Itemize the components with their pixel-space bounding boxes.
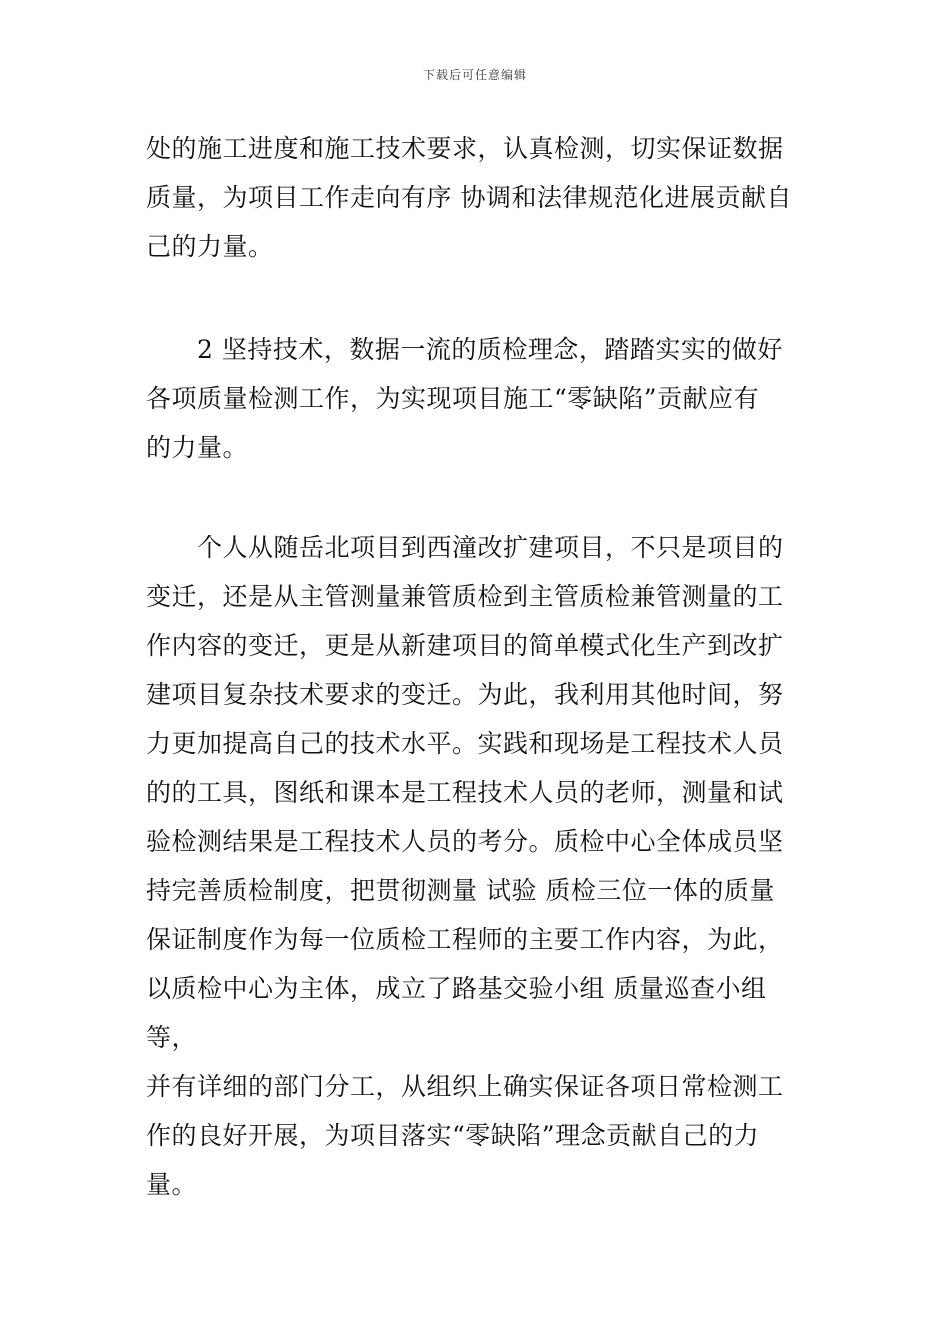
paragraph-3: 个人从随岳北项目到西潼改扩建项目，不只是项目的 变迁，还是从主管测量兼管质检到主管质检兼管测量的工 作内容的变迁，更是从新建项目的简单模式化生产到改扩 建项目复杂技术要求的变迁。为此，我利用其他时间，努 力更加提高自己的技术水平。实践和现场是工程技术人员 的的工具，图纸和课本是工程技术人员的老师，测量和试 验检测结果是工程技术人员的考分。质检中心全体成员坚 持完善质检制度，把贯彻测量 试验 质检三位一体的质量 保证制度作为每一位质检工程师的主要工作内容，为此， 以质检中心为主体，成立了路基交验小组 质量巡查小组等， 并有详细的部门分工，从组织上确实保证各项日常检测工 作的良好开展，为项目落实“零缺陷”理念贡献自己的力 量。	[146, 533, 784, 1199]
paragraph-2: 2 坚持技术，数据一流的质检理念，踏踏实实的做好 各项质量检测工作，为实现项目施工“零缺陷”贡献应有 的力量。	[146, 335, 783, 462]
paragraph-1: 处的施工进度和施工技术要求，认真检测，切实保证数据 质量，为项目工作走向有序 协调和法律规范化进展贡献自 己的力量。	[146, 134, 792, 261]
page-header: 下载后可任意编辑	[422, 68, 527, 82]
